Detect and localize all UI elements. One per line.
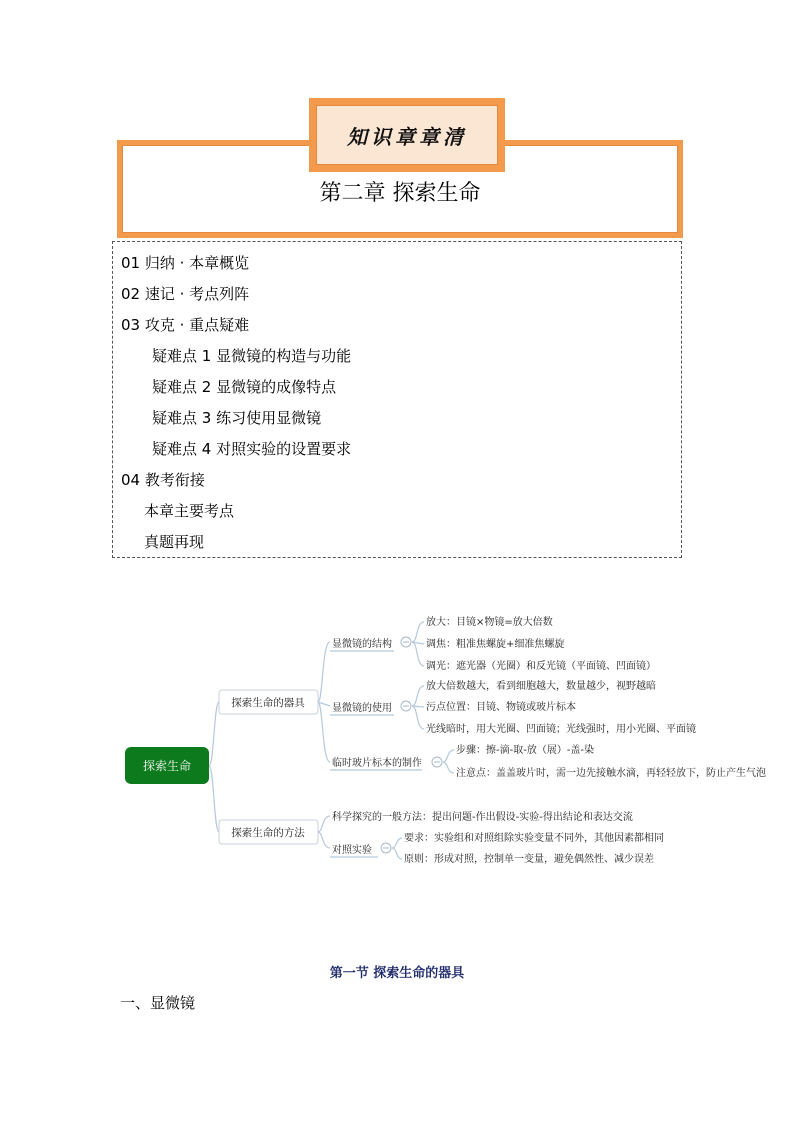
mind-branch-label: 探索生命的器具	[231, 697, 305, 709]
mind-leaf-label: 调焦：粗准焦螺旋+细准焦螺旋	[426, 639, 565, 650]
sub-heading: 一、显微镜	[120, 994, 196, 1012]
mind-topic-label: 科学探究的一般方法：提出问题-作出假设-实验-得出结论和表达交流	[332, 812, 633, 823]
toc-item: 02 速记 · 考点列阵	[121, 285, 250, 303]
mind-leaf-label: 调光：遮光器（光圈）和反光镜（平面镜、凹面镜）	[426, 661, 656, 672]
knowledge-badge	[309, 98, 505, 172]
mind-topic-label: 临时玻片标本的制作	[332, 758, 422, 769]
chapter-title: 第二章 探索生命	[319, 181, 481, 206]
toc-subitem: 本章主要考点	[144, 502, 235, 520]
mind-leaf-label: 要求：实验组和对照组除实验变量不同外，其他因素都相同	[404, 833, 664, 844]
section-heading: 第一节 探索生命的器具	[329, 966, 465, 981]
mind-map	[0, 590, 794, 890]
toc-subitem: 真题再现	[144, 533, 205, 551]
toc-subitem: 疑难点 3 练习使用显微镜	[152, 409, 322, 427]
toc-subitem: 疑难点 1 显微镜的构造与功能	[152, 347, 352, 365]
mind-leaf-label: 光线暗时，用大光圈、凹面镜；光线强时，用小光圈、平面镜	[426, 724, 696, 735]
mind-leaf-label: 注意点：盖盖玻片时，需一边先接触水滴，再轻轻放下，防止产生气泡	[456, 768, 766, 779]
mind-leaf-label: 放大：目镜×物镜=放大倍数	[426, 617, 553, 628]
toc-item: 01 归纳 · 本章概览	[121, 254, 250, 272]
mind-leaf-label: 步骤：擦-滴-取-放（展）-盖-染	[456, 745, 595, 756]
toc-item: 04 教考衔接	[121, 471, 205, 489]
mind-leaf-label: 原则：形成对照，控制单一变量，避免偶然性、减少误差	[404, 854, 654, 865]
knowledge-badge-text: 知识章章清	[347, 124, 467, 149]
mind-leaf-label: 污点位置：目镜、物镜或玻片标本	[426, 702, 576, 713]
mind-leaf-label: 放大倍数越大，看到细胞越大，数量越少，视野越暗	[426, 681, 656, 692]
mind-branch-label: 探索生命的方法	[231, 827, 305, 839]
knowledge-badge-inner	[316, 105, 498, 165]
mind-root-label: 探索生命	[142, 759, 192, 773]
toc-item: 03 攻克 · 重点疑难	[121, 316, 250, 334]
mind-topic-label: 对照实验	[332, 845, 372, 856]
toc-subitem: 疑难点 2 显微镜的成像特点	[152, 378, 337, 396]
mind-topic-label: 显微镜的使用	[332, 703, 392, 714]
mind-topic-label: 显微镜的结构	[332, 639, 392, 650]
table-of-contents	[112, 241, 682, 558]
toc-subitem: 疑难点 4 对照实验的设置要求	[152, 440, 352, 458]
